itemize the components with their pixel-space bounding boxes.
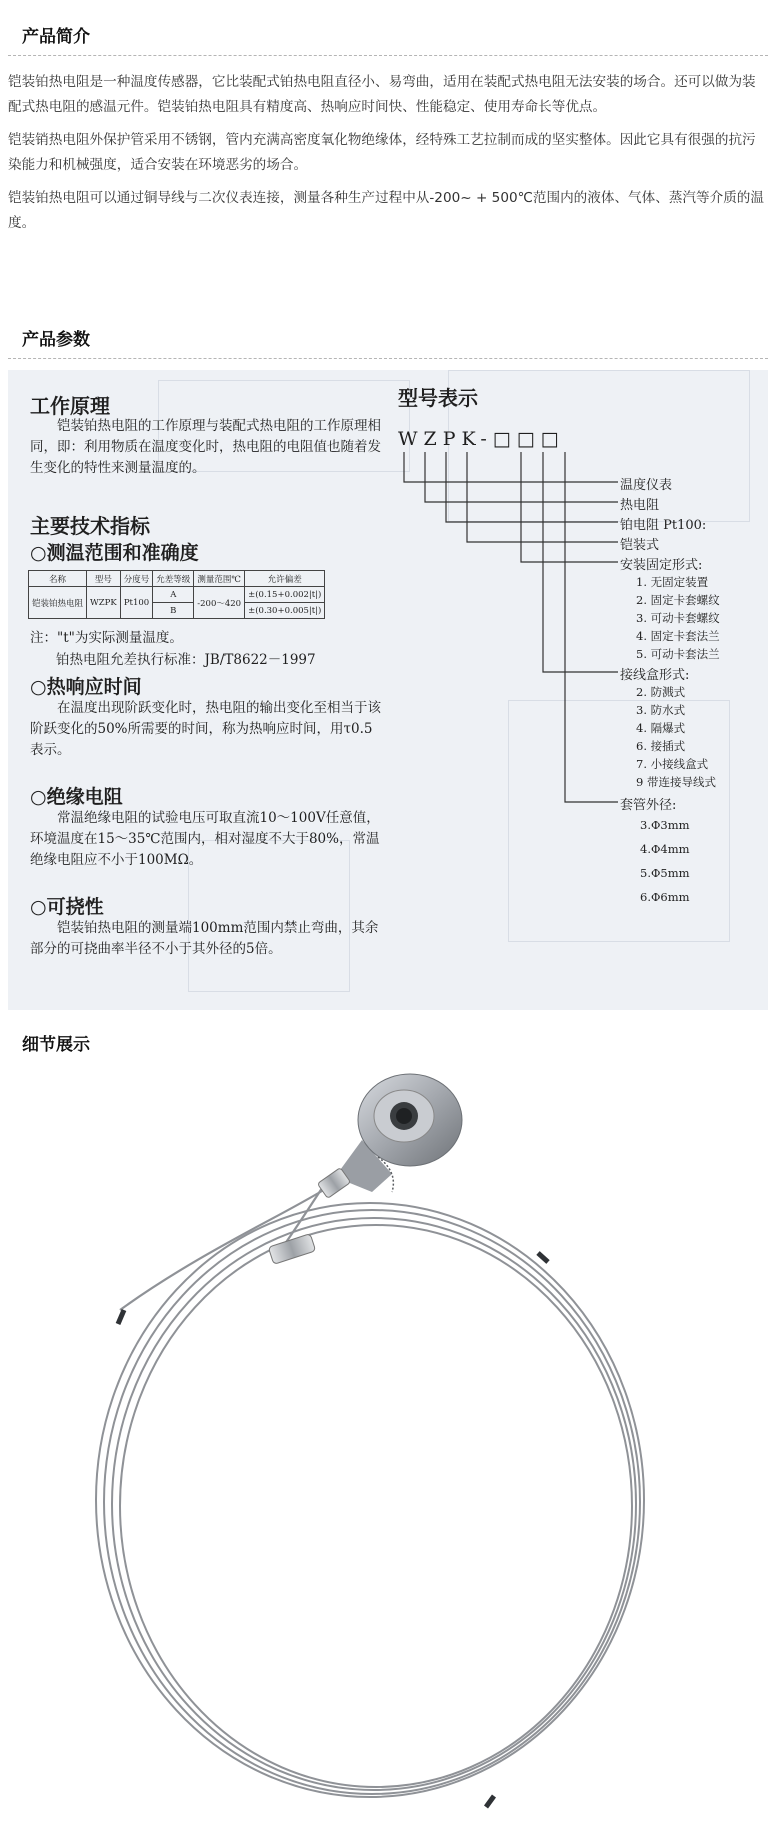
sheath-item: 5.Φ5mm [640,866,690,880]
principle-title: 工作原理 [30,394,110,418]
response-title: ○热响应时间 [30,676,142,698]
table-header: 名称 [29,571,87,587]
table-cell: Pt100 [120,587,153,619]
detail-section-header [8,1030,768,1064]
table-cell: ±(0.30+0.005|t|) [245,603,325,619]
sheath-item: 6.Φ6mm [640,890,690,904]
intro-paragraph-2: 铠装销热电阻外保护管采用不锈钢，管内充满高密度氧化物绝缘体，经特殊工艺拉制而成的坚实整体。因此它具有很强的抗污染能力和机械强度，适合安装在环境恶劣的场合。 [8,132,756,173]
box-item: 3. 防水式 [636,703,686,717]
box-item: 6. 接插式 [636,739,686,753]
range-title: ○测温范围和准确度 [30,542,199,564]
box-item: 4. 隔爆式 [636,721,686,735]
sheath-item: 4.Φ4mm [640,842,690,856]
table-cell: ±(0.15+0.002|t|) [245,587,325,603]
principle-text: 铠装铂热电阻的工作原理与装配式热电阻的工作原理相同，即：利用物质在温度变化时，热电阻的电阻值也随着发生变化的特性来测量温度的。 [30,418,381,476]
mount-item: 3. 可动卡套螺纹 [636,611,720,625]
armored-rtd-drawing [0,1062,776,1838]
box-item: 9 带连接导线式 [636,775,716,789]
response-text: 在温度出现阶跃变化时，热电阻的输出变化至相当于该阶跃变化的50%所需要的时间，称为热响应时间，用τ0.5表示。 [30,700,381,758]
box-item: 7. 小接线盒式 [636,757,709,771]
model-label: 铂电阻 Pt100: [620,518,707,533]
table-header: 允差等级 [153,571,194,587]
table-cell: WZPK [87,587,121,619]
model-code: WZPK-□□□ [398,428,565,450]
model-label: 热电阻 [620,498,660,513]
flex-text: 铠装铂热电阻的测量端100mm范围内禁止弯曲，其余部分的可挠曲率半径不小于其外径的5倍。 [30,920,379,957]
flex-title: ○可挠性 [30,896,104,918]
table-cell: 铠装铂热电阻 [29,587,87,619]
table-cell: -200～420 [194,587,245,619]
table-header: 测量范围℃ [194,571,245,587]
intro-text [8,70,766,244]
mount-item: 1. 无固定装置 [636,575,709,589]
box-item: 2. 防溅式 [636,685,686,699]
mount-item: 5. 可动卡套法兰 [636,647,720,661]
detail-title: 细节展示 [22,1035,90,1055]
mount-item: 4. 固定卡套法兰 [636,629,720,643]
table-cell: B [153,603,194,619]
table-header: 分度号 [120,571,153,587]
params-section-header [8,325,768,359]
intro-paragraph-1: 铠装铂热电阻是一种温度传感器，它比装配式铂热电阻直径小、易弯曲，适用在装配式热电阻无法安装的场合。还可以做为装配式热电阻的感温元件。铠装铂热电阻具有精度高、热响应时间快、性能稳定、使用寿命长等优点。 [8,74,756,115]
insulation-title: ○绝缘电阻 [30,786,123,808]
table-cell: A [153,587,194,603]
note-t: 注："t"为实际测量温度。 [30,630,183,646]
sheath-title: 套管外径: [620,798,677,813]
divider [8,358,768,359]
note-standard: 铂热电阻允差执行标准：JB/T8622－1997 [56,652,316,668]
table-header: 允许偏差 [245,571,325,587]
table-header: 型号 [87,571,121,587]
model-title: 型号表示 [398,386,478,410]
parameter-sheet-image [8,370,768,1010]
divider [8,55,768,56]
model-label: 安装固定形式: [620,558,703,573]
spec-title: 主要技术指标 [30,514,150,538]
sheath-item: 3.Φ3mm [640,818,690,832]
mount-item: 2. 固定卡套螺纹 [636,593,720,607]
model-label: 铠装式 [620,538,660,553]
insulation-text: 常温绝缘电阻的试验电压可取直流10～100V任意值，环境温度在15～35℃范围内，相对湿度不大于80%，常温绝缘电阻应不小于100MΩ。 [30,810,380,868]
intro-section-header [8,22,768,56]
box-title: 接线盒形式: [620,668,690,683]
intro-title: 产品简介 [22,27,90,47]
params-title: 产品参数 [22,330,90,350]
product-photo [0,1062,776,1838]
intro-paragraph-3: 铠装铂热电阻可以通过铜导线与二次仪表连接，测量各种生产过程中从-200~ + 500℃范围内的液体、气体、蒸汽等介质的温度。 [8,190,764,231]
model-label: 温度仪表 [620,478,673,493]
